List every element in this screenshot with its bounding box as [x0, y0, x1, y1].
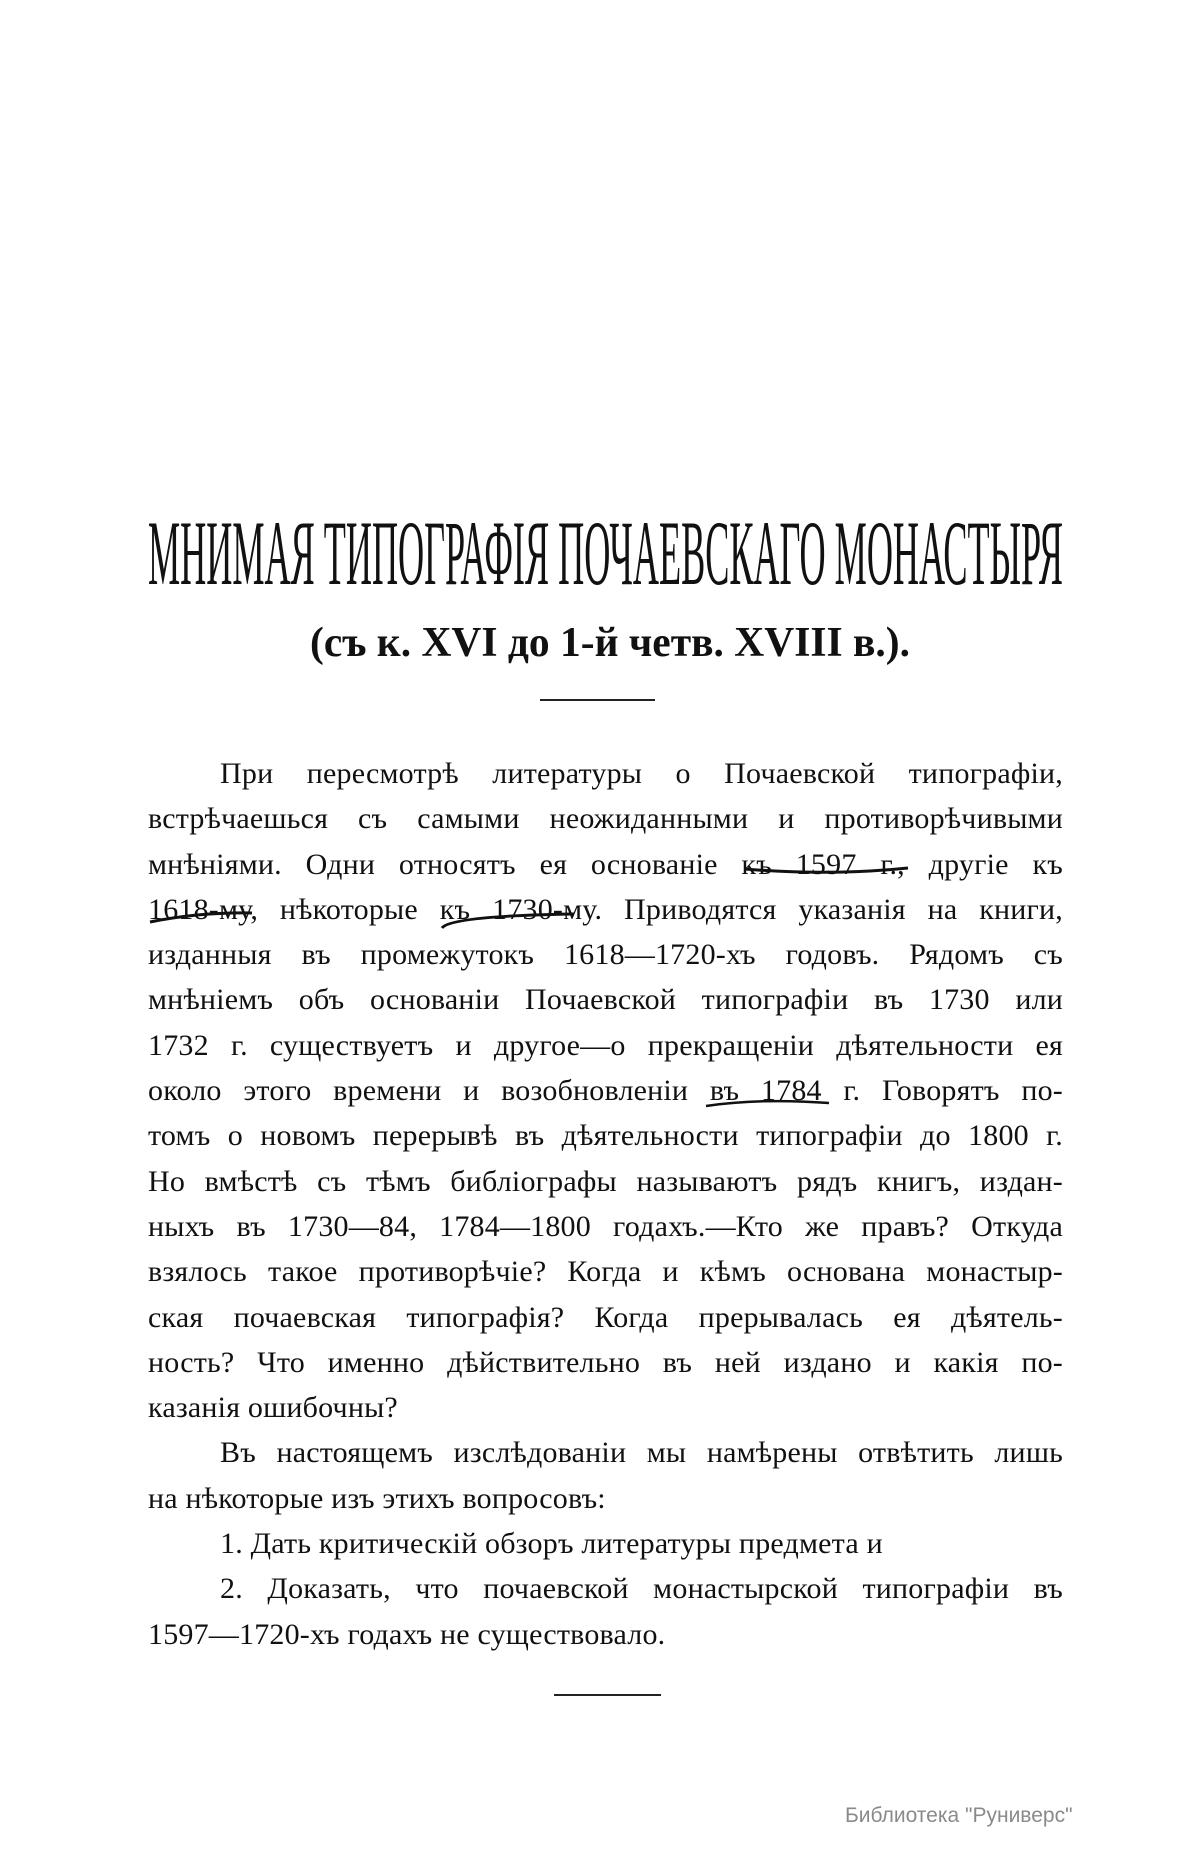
text-line: 2. Доказать, что почаевской монастырской типографіи въ [220, 1572, 1063, 1606]
page-subtitle-text: (съ к. XVI до 1-й четв. XVIII в.). [310, 620, 910, 666]
text-line: 1597—1720-хъ годахъ не существовало. [148, 1617, 666, 1651]
text-line: томъ о новомъ перерывѣ въ дѣятельности типографіи до 1800 г. [148, 1119, 1063, 1153]
text-line: ность? Что именно дѣйствительно въ ней издано и какія по- [148, 1345, 1063, 1379]
text-line: ныхъ въ 1730—84, 1784—1800 годахъ.—Кто же правъ? Откуда [148, 1209, 1063, 1243]
page-title-text: МНИМАЯ ТИПОГРАФІЯ ПОЧАЕВСКАГО МОНАСТЫРЯ [148, 512, 1063, 592]
text-line: казанія ошибочны? [148, 1391, 398, 1425]
text-line: на нѣкоторые изъ этихъ вопросовъ: [148, 1481, 606, 1515]
bottom-divider [554, 1694, 661, 1696]
page-title [148, 512, 1063, 592]
text-line: 1. Дать критическій обзоръ литературы предмета и [220, 1527, 883, 1561]
text-line: При пересмотрѣ литературы о Почаевской типографіи, [220, 757, 1063, 790]
text-line: мнѣніемъ объ основаніи Почаевской типографіи въ 1730 или [148, 983, 1063, 1017]
text-line: Но вмѣстѣ съ тѣмъ библіографы называютъ рядъ книгъ, издан- [148, 1164, 1063, 1198]
text-line: ская почаевская типографія? Когда прерывалась ея дѣятель- [148, 1300, 1063, 1334]
top-divider [540, 699, 655, 701]
text-line: встрѣчаешься съ самыми неожиданными и противорѣчивыми [148, 802, 1063, 836]
text-line: мнѣніями. Одни относятъ ея основаніе къ 1597 г., другіе къ [148, 847, 1063, 881]
text-line: 1732 г. существуетъ и другое—о прекращеніи дѣятельности ея [148, 1028, 1063, 1062]
library-watermark: Библиотека "Руниверс" [845, 1804, 1073, 1827]
text-line: взялось такое противорѣчіе? Когда и кѣмъ основана монастыр- [148, 1255, 1063, 1289]
text-line: 1618-му, нѣкоторые къ 1730-му. Приводятся указанія на книги, [148, 892, 1063, 926]
page-subtitle [310, 618, 916, 668]
body-text [148, 751, 1063, 1657]
text-line: Въ настоящемъ изслѣдованіи мы намѣрены отвѣтить лишь [220, 1436, 1063, 1470]
text-line: около этого времени и возобновленіи въ 1784 г. Говорятъ по- [148, 1074, 1063, 1108]
text-line: изданныя въ промежутокъ 1618—1720-хъ годовъ. Рядомъ съ [148, 938, 1063, 972]
